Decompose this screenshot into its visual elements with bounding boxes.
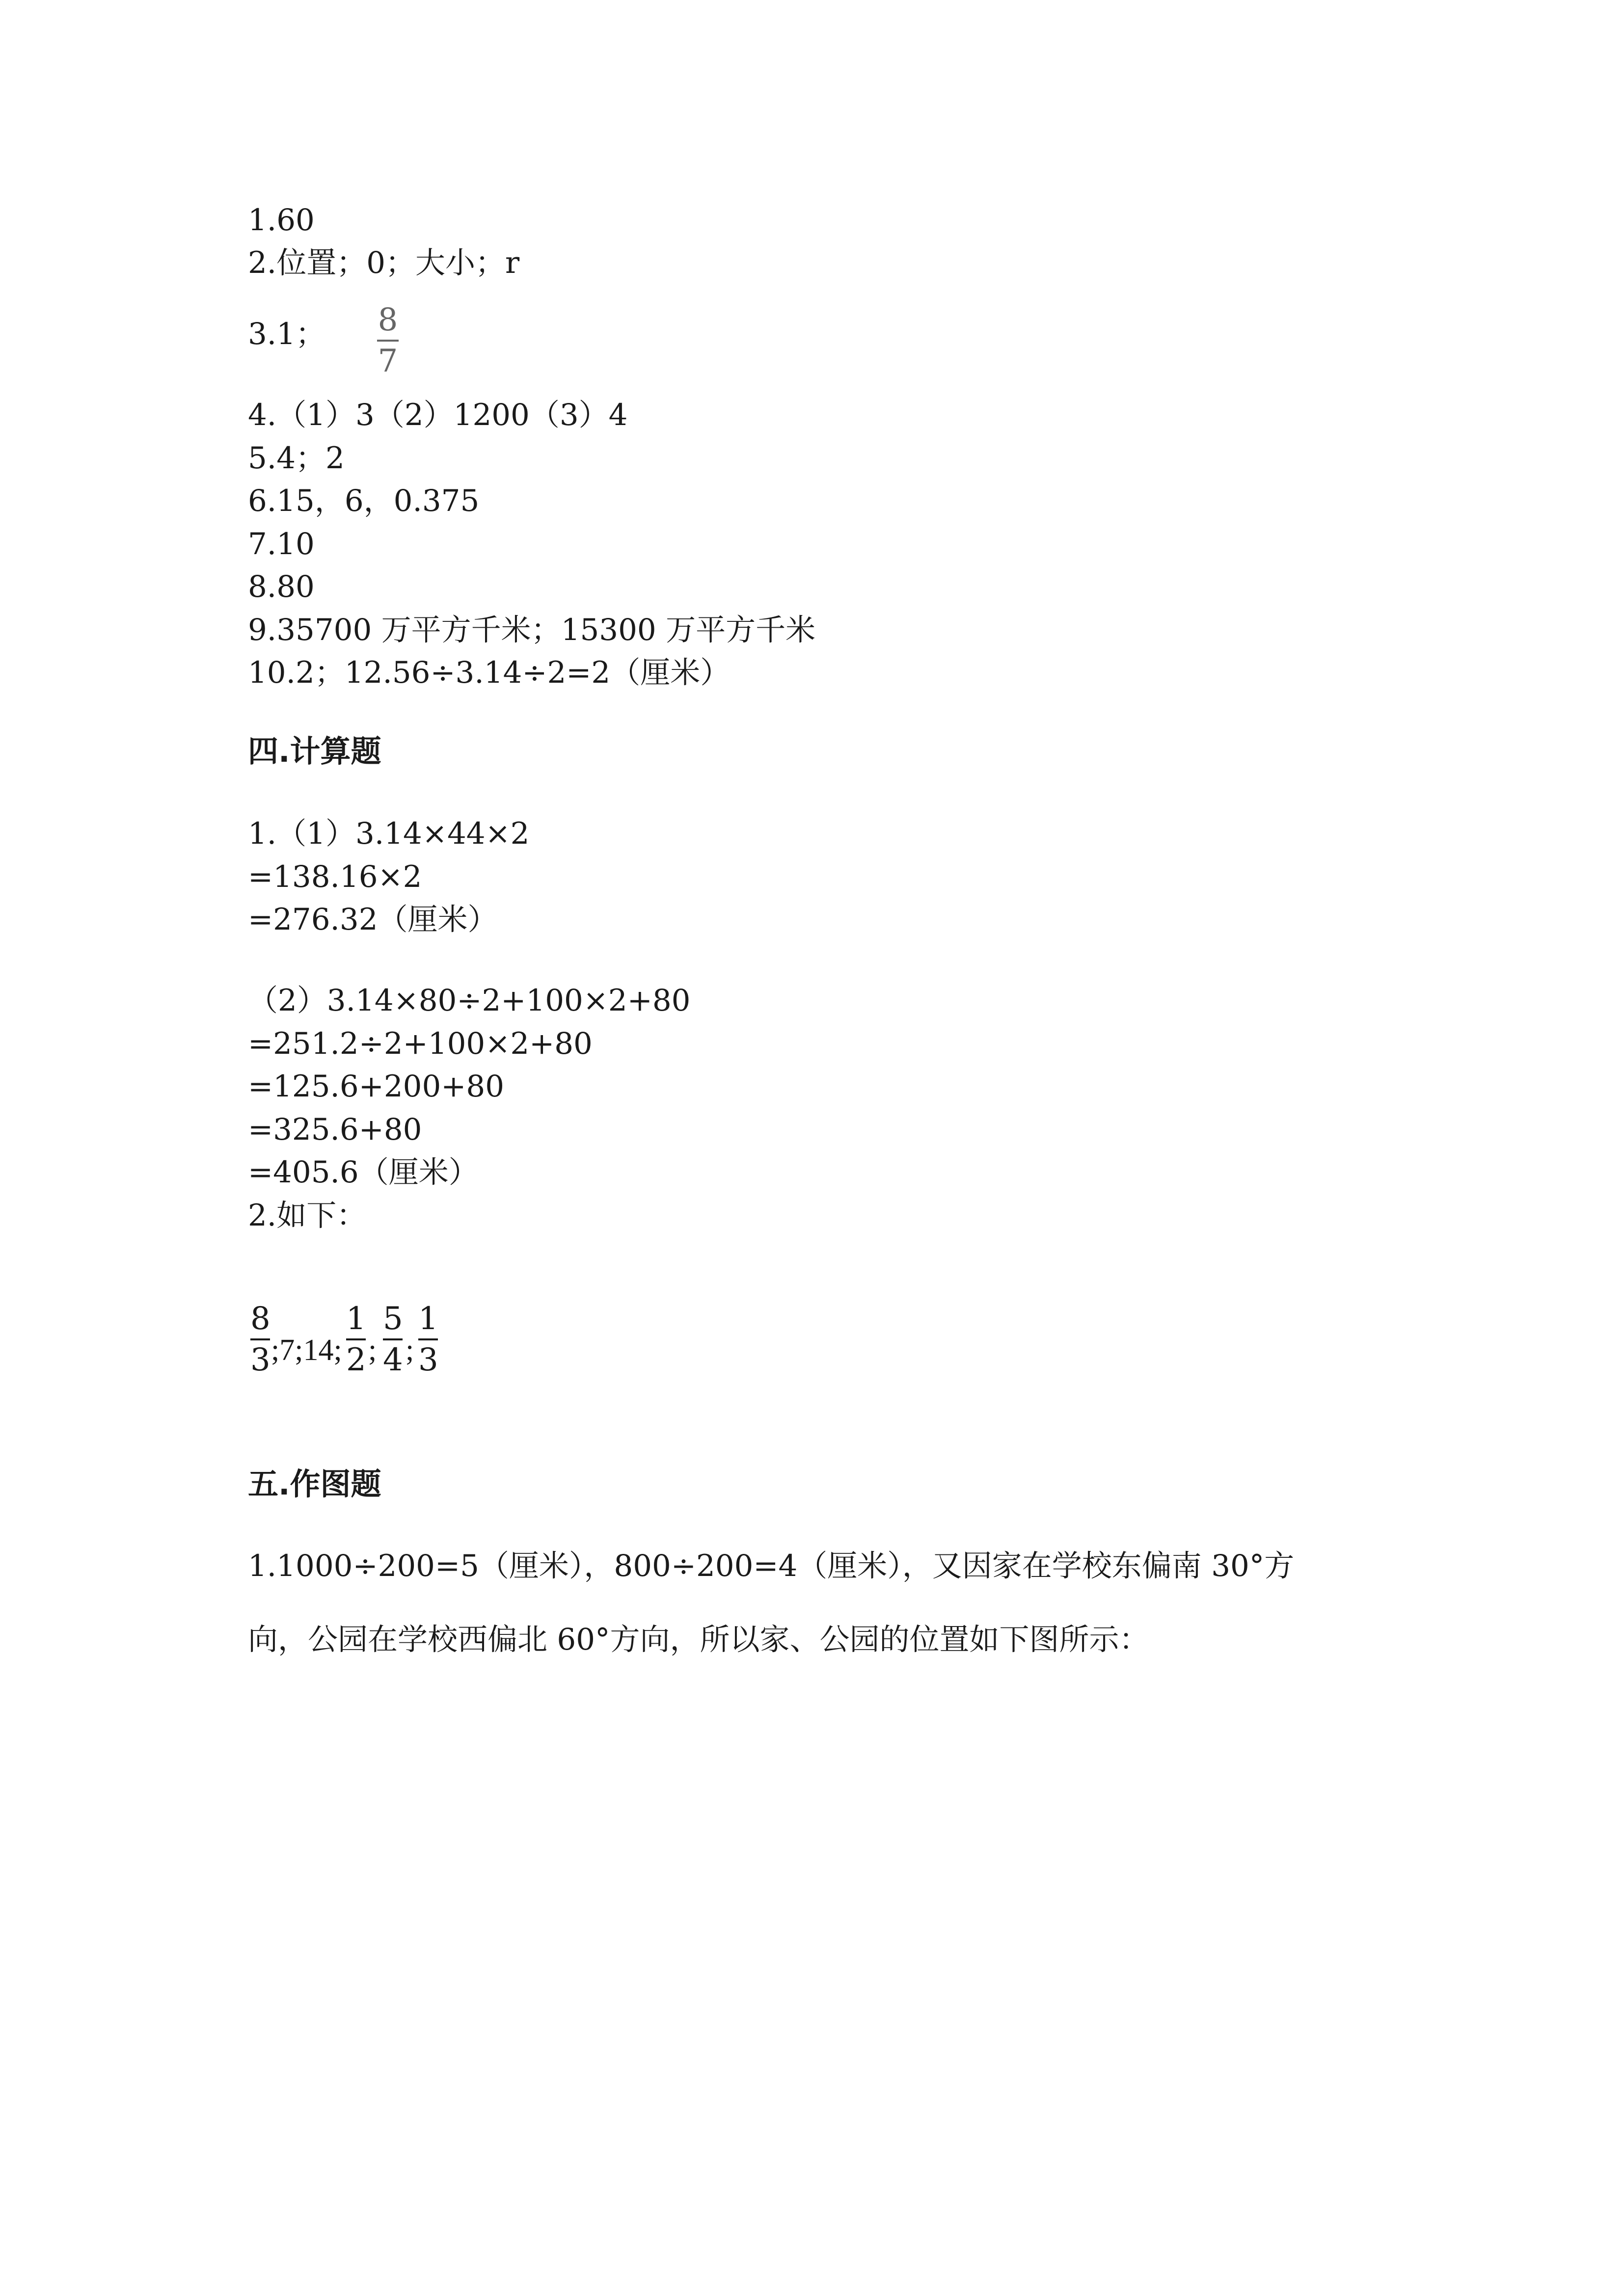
fraction-denominator: 3	[418, 1342, 438, 1378]
answer-9: 9.35700 万平方千米；15300 万平方千米	[248, 613, 816, 647]
answer-10: 10.2；12.56÷3.14÷2=2（厘米）	[248, 655, 731, 690]
calc-2-line-5: =405.6（厘米）	[248, 1155, 479, 1190]
fraction-denominator: 3	[250, 1342, 271, 1378]
fraction-denominator: 2	[346, 1342, 366, 1378]
section-4-heading: 四.计算题	[248, 733, 381, 769]
fraction-bar	[250, 1338, 270, 1340]
fraction-numerator: 5	[383, 1301, 403, 1337]
answer-2: 2.位置；0；大小；r	[248, 245, 520, 280]
result-separator-2: ;	[368, 1334, 377, 1367]
answer-7: 7.10	[248, 527, 315, 561]
answer-6: 6.15，6，0.375	[248, 483, 480, 518]
fraction-numerator: 8	[250, 1301, 271, 1337]
answer-3-prefix: 3.1；	[248, 317, 326, 351]
calc-1-line-2: =138.16×2	[248, 859, 422, 894]
calc-2-line-3: =125.6+200+80	[248, 1069, 505, 1104]
fraction-numerator: 1	[346, 1301, 366, 1337]
calc-2-line-2: =251.2÷2+100×2+80	[248, 1026, 593, 1061]
section-5-heading: 五.作图题	[248, 1466, 381, 1502]
answer-5: 5.4；2	[248, 441, 345, 476]
drawing-answer-line-1: 1.1000÷200=5（厘米），800÷200=4（厘米），又因家在学校东偏南 30°方	[248, 1548, 1295, 1583]
result-fraction-4	[418, 1303, 438, 1376]
answer-4: 4.（1）3（2）1200（3）4	[248, 398, 628, 432]
fraction-bar	[383, 1338, 403, 1340]
fraction-denominator: 7	[378, 343, 398, 379]
result-separator-1: ;7;14;	[271, 1334, 342, 1367]
calc-question-2-label: 2.如下：	[248, 1198, 367, 1233]
fraction-numerator: 8	[378, 302, 398, 338]
result-fraction-3	[383, 1303, 403, 1376]
calc-1-line-3: =276.32（厘米）	[248, 902, 498, 937]
fraction-bar	[346, 1338, 366, 1340]
answer-8: 8.80	[248, 569, 315, 604]
drawing-answer-line-2: 向，公园在学校西偏北 60°方向，所以家、公园的位置如下图所示：	[248, 1622, 1149, 1657]
result-fraction-1	[250, 1303, 271, 1376]
calc-2-line-4: =325.6+80	[248, 1112, 422, 1147]
calc-2-line-1: （2）3.14×80÷2+100×2+80	[248, 983, 691, 1018]
result-separator-3: ;	[406, 1334, 414, 1367]
fraction-bar	[418, 1338, 438, 1340]
fraction-bar	[377, 340, 399, 342]
answer-3-fraction	[377, 304, 399, 377]
calc-1-line-1: 1.（1）3.14×44×2	[248, 816, 530, 851]
answer-1: 1.60	[248, 203, 315, 238]
fraction-numerator: 1	[418, 1301, 438, 1337]
result-fraction-2	[346, 1303, 366, 1376]
fraction-denominator: 4	[383, 1342, 403, 1378]
